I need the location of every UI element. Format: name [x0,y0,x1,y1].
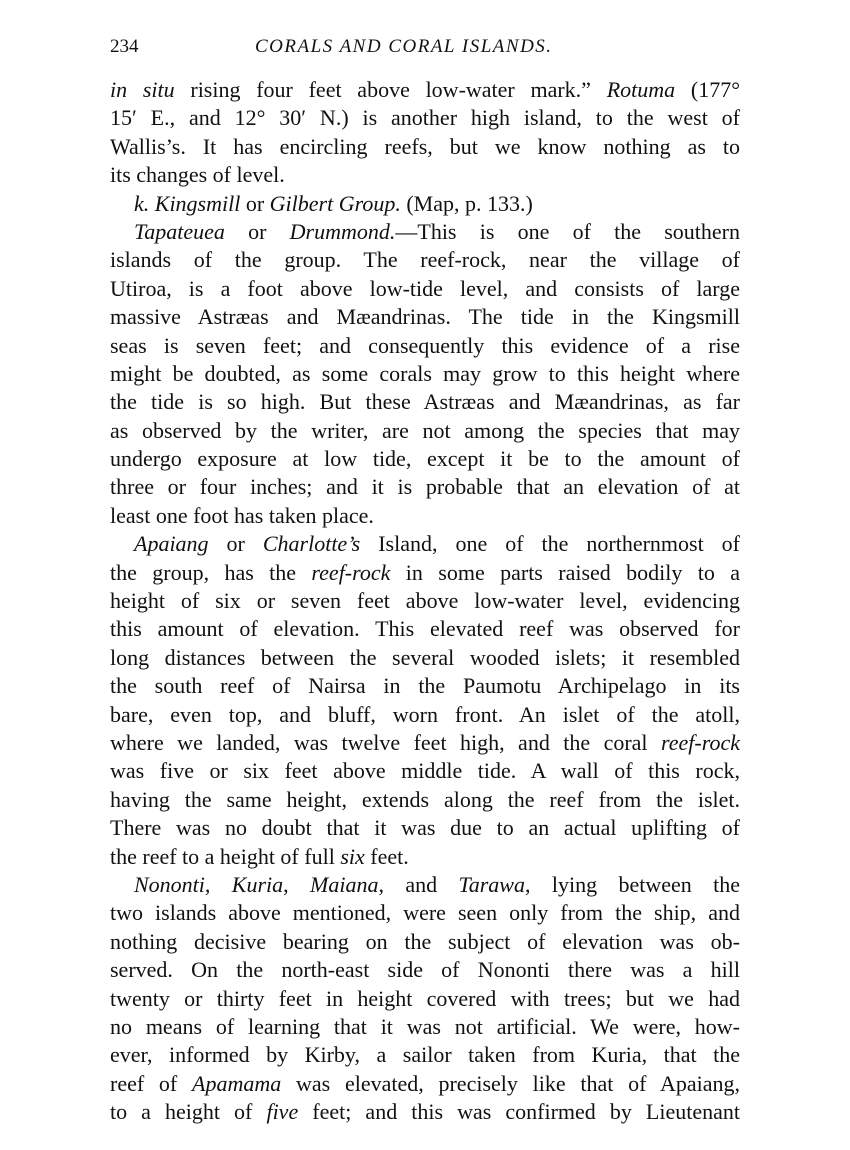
text-line [110,729,740,757]
text-span: the group, has the [110,559,312,585]
text-span: bare, even top, and bluff, worn front. An islet of the atoll, [110,701,740,727]
italic-text: Rotuma [606,77,676,102]
italic-text: Apamama [192,1070,282,1096]
italic-text: Gilbert Group. [269,190,401,216]
text-span: having the same height, extends along the reef from the islet. [110,786,740,812]
text-span: feet; and this was confirmed by Lieutenant [298,1099,740,1125]
text-span: to a height of [110,1099,267,1125]
text-line [110,1070,740,1098]
text-line [110,644,740,672]
text-line [110,218,740,246]
text-span: undergo exposure at low tide, except it be to the amount of [110,446,740,472]
text-span: reef of [110,1070,193,1096]
text-line [110,332,740,360]
text-span: three or four inches; and it is probable that an elevation of at [110,474,740,500]
italic-text: Charlotte’s [262,531,361,557]
text-line [110,360,740,388]
text-line [110,701,740,729]
text-span: , and [378,871,459,897]
text-span: least one foot has taken place. [110,502,374,528]
text-span: or [224,218,290,244]
text-span: as observed by the writer, are not among the species that may [110,417,740,443]
text-span: massive Astræas and Mæandrinas. The tide in the Kingsmill [110,304,740,330]
text-line [110,672,740,700]
book-page [110,30,740,1126]
text-line [110,473,740,501]
text-span: the south reef of Nairsa in the Paumotu Archipelago in its [110,673,740,699]
text-line [110,133,740,161]
text-line [110,445,740,473]
text-line [110,985,740,1013]
text-span: two islands above mentioned, were seen only from the ship, and [110,900,740,926]
text-line [110,899,740,927]
text-line [110,417,740,445]
text-line [110,757,740,785]
italic-text: Apaiang [134,531,209,557]
italic-text: Drummond. [289,218,396,244]
text-line [110,928,740,956]
text-span: in some parts raised bodily to a [390,559,741,585]
text-span: There was no doubt that it was due to an actual uplifting of [110,815,740,841]
italic-text: reef-rock [311,559,391,585]
text-span: rising four feet above low-water mark.” [174,77,607,102]
text-span: long distances between the several wooded islets; it resembled [110,644,740,670]
text-line [110,814,740,842]
italic-text: Maiana [310,871,379,897]
text-span: was elevated, precisely like that of Apaiang, [281,1070,740,1096]
text-span: nothing decisive bearing on the subject of elevation was ob- [110,928,740,954]
text-line [110,615,740,643]
text-span: ever, informed by Kirby, a sailor taken from Kuria, that the [110,1042,740,1068]
italic-text: Nononti [134,871,205,897]
text-span: seas is seven feet; and consequently this evidence of a rise [110,332,740,358]
text-span: , [204,871,232,897]
text-line [110,871,740,899]
body-text [110,76,740,1126]
text-span: where we landed, was twelve feet high, and the coral [110,729,661,755]
text-line [110,275,740,303]
text-span: —This is one of the southern [395,218,740,244]
text-span: Wallis’s. It has encircling reefs, but we know nothing as to [110,133,740,159]
text-span: no means of learning that it was not artificial. We were, how- [110,1013,740,1039]
text-span: , [283,871,311,897]
text-span: its changes of level. [110,162,285,188]
italic-text: in situ [110,77,175,102]
italic-text: Kuria [231,871,284,897]
italic-text: six [340,843,365,869]
text-line [110,1098,740,1126]
text-span: the reef to a height of full [110,843,341,869]
text-line [110,1013,740,1041]
text-span: served. On the north-east side of Nononti there was a hill [110,957,740,983]
text-line [110,502,740,530]
text-line [110,843,740,871]
text-span: or [208,531,263,557]
text-span: , lying between the [524,871,741,897]
text-span: was five or six feet above middle tide. A wall of this rock, [110,758,740,784]
text-line [110,246,740,274]
italic-text: k. Kingsmill [134,190,241,216]
text-span: Island, one of the northernmost of [360,531,741,557]
text-line [110,388,740,416]
text-line [110,303,740,331]
text-line [110,76,740,104]
text-span: might be doubted, as some corals may grow to this height where [110,360,740,386]
page-header [110,30,740,66]
text-line [110,1041,740,1069]
text-line [110,956,740,984]
text-span: twenty or thirty feet in height covered with trees; but we had [110,985,740,1011]
text-span: (177° [675,77,740,102]
text-line [110,161,740,189]
text-span: or [240,190,270,216]
text-span: Utiroa, is a foot above low-tide level, and consists of large [110,275,740,301]
text-line [110,587,740,615]
italic-text: reef-rock [661,729,740,755]
text-line [110,104,740,132]
running-title: CORALS AND CORAL ISLANDS. [255,36,553,57]
text-line [110,530,740,558]
italic-text: five [266,1099,299,1125]
text-line [110,786,740,814]
text-line [110,190,740,218]
text-line [110,559,740,587]
page-number: 234 [110,36,139,57]
text-span: feet. [364,843,409,869]
text-span: 15′ E., and 12° 30′ N.) is another high island, to the west of [110,105,740,131]
text-span: the tide is so high. But these Astræas and Mæandrinas, as far [110,389,740,415]
text-span: islands of the group. The reef-rock, near the village of [110,247,740,273]
text-span: height of six or seven feet above low-water level, evidencing [110,588,740,614]
text-span: (Map, p. 133.) [400,190,533,216]
text-span: this amount of elevation. This elevated reef was observed for [110,616,740,642]
italic-text: Tapateuea [134,218,225,244]
italic-text: Tarawa [458,871,525,897]
